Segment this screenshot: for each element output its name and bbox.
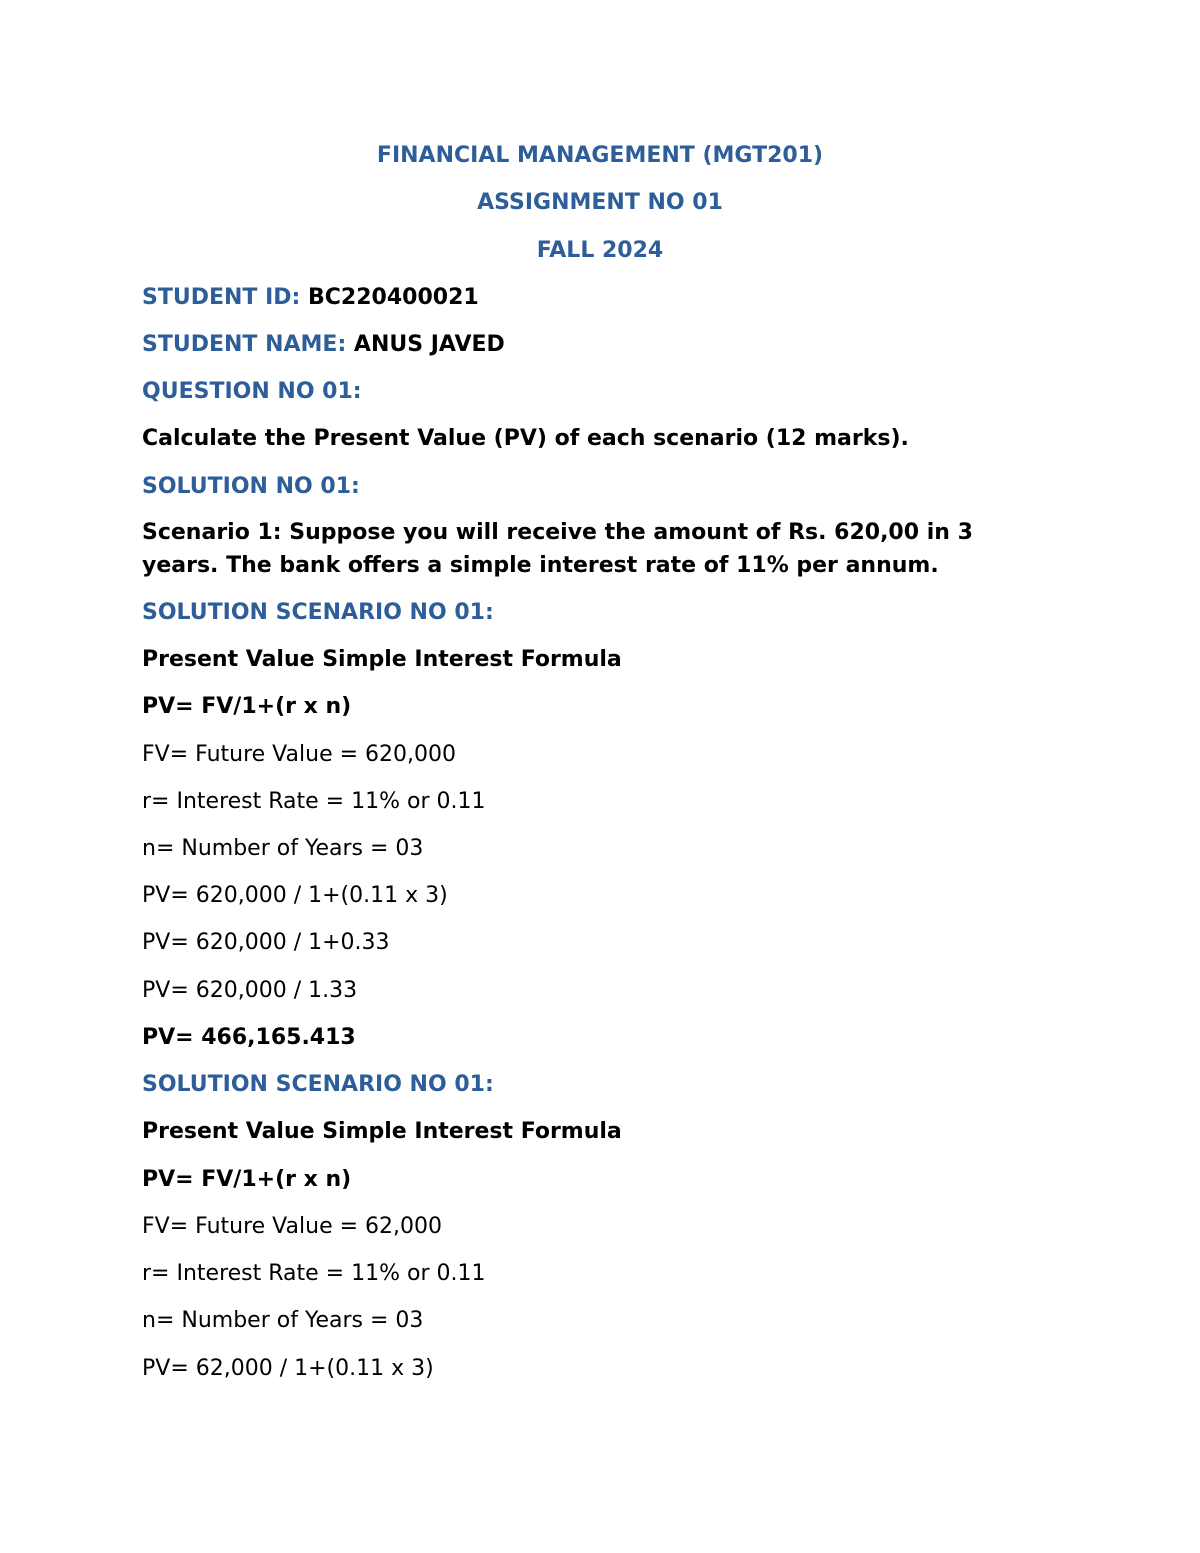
scenario1-heading: SOLUTION SCENARIO NO 01:	[142, 600, 494, 625]
scenario1-years: n= Number of Years = 03	[142, 836, 424, 861]
question-heading: QUESTION NO 01:	[142, 379, 362, 404]
scenario2-fv: FV= Future Value = 62,000	[142, 1214, 442, 1239]
course-title: FINANCIAL MANAGEMENT (MGT201)	[376, 143, 824, 168]
scenario-text-line-2: years. The bank offers a simple interest rate of 11% per annum.	[142, 553, 939, 578]
scenario2-formula: PV= FV/1+(r x n)	[142, 1167, 352, 1192]
solution-heading: SOLUTION NO 01:	[142, 474, 360, 499]
student-id-value: BC220400021	[308, 285, 479, 310]
assignment-title: ASSIGNMENT NO 01	[477, 190, 723, 215]
term-title: FALL 2024	[536, 238, 664, 263]
student-id-label: STUDENT ID:	[142, 285, 301, 310]
scenario1-step-2: PV= 620,000 / 1+0.33	[142, 930, 390, 955]
scenario1-fv: FV= Future Value = 620,000	[142, 742, 456, 767]
scenario1-rate: r= Interest Rate = 11% or 0.11	[142, 789, 486, 814]
scenario2-years: n= Number of Years = 03	[142, 1308, 424, 1333]
scenario1-formula-title: Present Value Simple Interest Formula	[142, 647, 622, 672]
scenario-text-line-1: Scenario 1: Suppose you will receive the amount of Rs. 620,00 in 3	[142, 520, 973, 545]
scenario2-formula-title: Present Value Simple Interest Formula	[142, 1119, 622, 1144]
scenario2-rate: r= Interest Rate = 11% or 0.11	[142, 1261, 486, 1286]
scenario1-formula: PV= FV/1+(r x n)	[142, 694, 352, 719]
scenario2-heading: SOLUTION SCENARIO NO 01:	[142, 1072, 494, 1097]
scenario1-step-3: PV= 620,000 / 1.33	[142, 978, 358, 1003]
scenario2-step-1: PV= 62,000 / 1+(0.11 x 3)	[142, 1356, 434, 1381]
student-name-line	[142, 328, 505, 361]
student-id-line	[142, 281, 479, 314]
scenario1-result: PV= 466,165.413	[142, 1025, 356, 1050]
student-name-value: ANUS JAVED	[353, 332, 505, 357]
scenario1-step-1: PV= 620,000 / 1+(0.11 x 3)	[142, 883, 448, 908]
question-text: Calculate the Present Value (PV) of each scenario (12 marks).	[142, 426, 909, 451]
student-name-label: STUDENT NAME:	[142, 332, 347, 357]
